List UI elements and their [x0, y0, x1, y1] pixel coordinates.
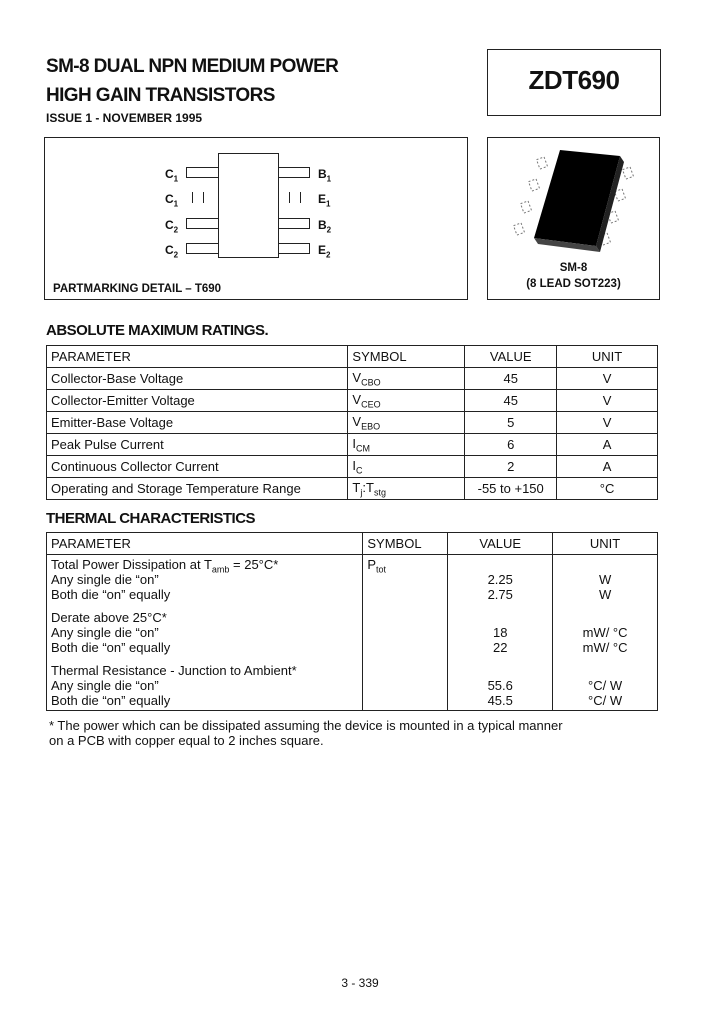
header-value: VALUE: [465, 346, 557, 368]
unit-cell: A: [557, 456, 658, 478]
pin-lead-left-1: [186, 167, 218, 178]
footnote-line-1: * The power which can be dissipated assuming the device is mounted in a typical manner: [49, 718, 563, 733]
value-cell: 5: [465, 412, 557, 434]
pin-label-left-4: $C_2$: [165, 243, 179, 260]
value-cell: -55 to +150: [465, 478, 557, 500]
package-name: SM-8: [559, 262, 588, 274]
header-symbol: SYMBOL: [363, 533, 448, 555]
thermal-group-2-line-2: Both die “on” equally: [51, 640, 171, 655]
value-cell: 2: [465, 456, 557, 478]
pinout-diagram: [44, 137, 468, 300]
thermal-group-2-line-1: Any single die “on”: [51, 625, 159, 640]
unit: W: [598, 572, 612, 587]
pin-label-right-4: $E_2$: [318, 243, 331, 260]
unit: mW/ °C: [582, 625, 628, 640]
package-description: (8 LEAD SOT223): [526, 278, 621, 290]
header-unit: UNIT: [553, 533, 658, 555]
pin-label-left-2: $C_1$: [165, 192, 179, 209]
unit-cell: V: [557, 390, 658, 412]
thermal-group-1-line-2: Both die “on” equally: [51, 587, 171, 602]
pin-label-right-1: $B_1$: [318, 167, 332, 184]
package-illustration-box: [487, 137, 660, 300]
pin-lead-right-4: [278, 243, 310, 254]
partmarking-detail: PARTMARKING DETAIL – T690: [53, 283, 222, 295]
pin-lead-right-3: [278, 218, 310, 229]
issue-date: ISSUE 1 - NOVEMBER 1995: [46, 111, 203, 125]
param-cell: Continuous Collector Current: [47, 456, 348, 478]
thermal-table: [46, 532, 658, 711]
thermal-group-3-line-2: Both die “on” equally: [51, 693, 171, 708]
value: 18: [493, 625, 508, 640]
table-row: [47, 555, 658, 711]
unit: mW/ °C: [582, 640, 628, 655]
param-cell: Emitter-Base Voltage: [47, 412, 348, 434]
header-parameter: PARAMETER: [47, 533, 363, 555]
table-row: [47, 390, 658, 412]
table-row: [47, 412, 658, 434]
unit-cell: V: [557, 412, 658, 434]
unit: °C/ W: [588, 693, 623, 708]
table-header-row: [47, 346, 658, 368]
footnote: [49, 718, 563, 748]
param-cell: [47, 555, 363, 711]
unit-cell: A: [557, 434, 658, 456]
header-parameter: PARAMETER: [47, 346, 348, 368]
title-line-2: HIGH GAIN TRANSISTORS: [46, 85, 275, 106]
thermal-group-1-line-1: Any single die “on”: [51, 572, 159, 587]
pin-lead-right-2: [289, 192, 301, 203]
symbol-cell: $V_{EBO}$: [348, 412, 465, 434]
thermal-group-3-title: Thermal Resistance - Junction to Ambient*: [51, 663, 297, 678]
abs-max-heading: ABSOLUTE MAXIMUM RATINGS.: [46, 322, 269, 339]
pin-lead-right-1: [278, 167, 310, 178]
table-row: [47, 478, 658, 500]
symbol-cell: $P_{tot}$: [363, 555, 448, 711]
pin-label-left-1: $C_1$: [165, 167, 179, 184]
title-line-1: SM-8 DUAL NPN MEDIUM POWER: [46, 56, 339, 77]
unit-cell: [553, 555, 658, 711]
symbol-cell: $T_j:T_{stg}$: [348, 478, 465, 500]
pin-lead-left-3: [186, 218, 218, 229]
table-row: [47, 368, 658, 390]
symbol-cell: $I_C$: [348, 456, 465, 478]
thermal-heading: THERMAL CHARACTERISTICS: [46, 510, 256, 527]
pin-lead-left-4: [186, 243, 218, 254]
abs-max-table: [46, 345, 658, 500]
value-cell: [448, 555, 553, 711]
pin-label-right-3: $B_2$: [318, 218, 332, 235]
symbol-cell: $V_{CBO}$: [348, 368, 465, 390]
part-number-box: [487, 49, 661, 116]
thermal-group-2-title: Derate above 25°C*: [51, 610, 167, 625]
value: 55.6: [487, 678, 513, 693]
sm8-package-drawing: [488, 138, 659, 258]
value: 45.5: [487, 693, 513, 708]
thermal-group-1-title: Total Power Dissipation at $T_{amb} = 25^\circ C*$: [51, 557, 279, 575]
pin-label-left-3: $C_2$: [165, 218, 179, 235]
header-symbol: SYMBOL: [348, 346, 465, 368]
symbol-cell: $I_{CM}$: [348, 434, 465, 456]
param-cell: Peak Pulse Current: [47, 434, 348, 456]
table-row: [47, 434, 658, 456]
symbol-cell: $V_{CEO}$: [348, 390, 465, 412]
chip-body: [218, 153, 279, 258]
unit: °C/ W: [588, 678, 623, 693]
value: 22: [493, 640, 508, 655]
value-cell: 45: [465, 368, 557, 390]
value: 2.75: [487, 587, 513, 602]
param-cell: Operating and Storage Temperature Range: [47, 478, 348, 500]
unit: W: [598, 587, 612, 602]
header-unit: UNIT: [557, 346, 658, 368]
value-cell: 6: [465, 434, 557, 456]
value: 2.25: [487, 572, 513, 587]
pin-label-right-2: $E_1$: [318, 192, 331, 209]
value-cell: 45: [465, 390, 557, 412]
param-cell: Collector-Base Voltage: [47, 368, 348, 390]
unit-cell: V: [557, 368, 658, 390]
footnote-line-2: on a PCB with copper equal to 2 inches square.: [49, 733, 324, 748]
pin-lead-left-2: [192, 192, 204, 203]
table-row: [47, 456, 658, 478]
page-number: 3 - 339: [341, 976, 379, 990]
part-number: ZDT690: [528, 65, 620, 95]
thermal-group-3-line-1: Any single die “on”: [51, 678, 159, 693]
header-value: VALUE: [448, 533, 553, 555]
param-cell: Collector-Emitter Voltage: [47, 390, 348, 412]
unit-cell: °C: [557, 478, 658, 500]
table-header-row: [47, 533, 658, 555]
